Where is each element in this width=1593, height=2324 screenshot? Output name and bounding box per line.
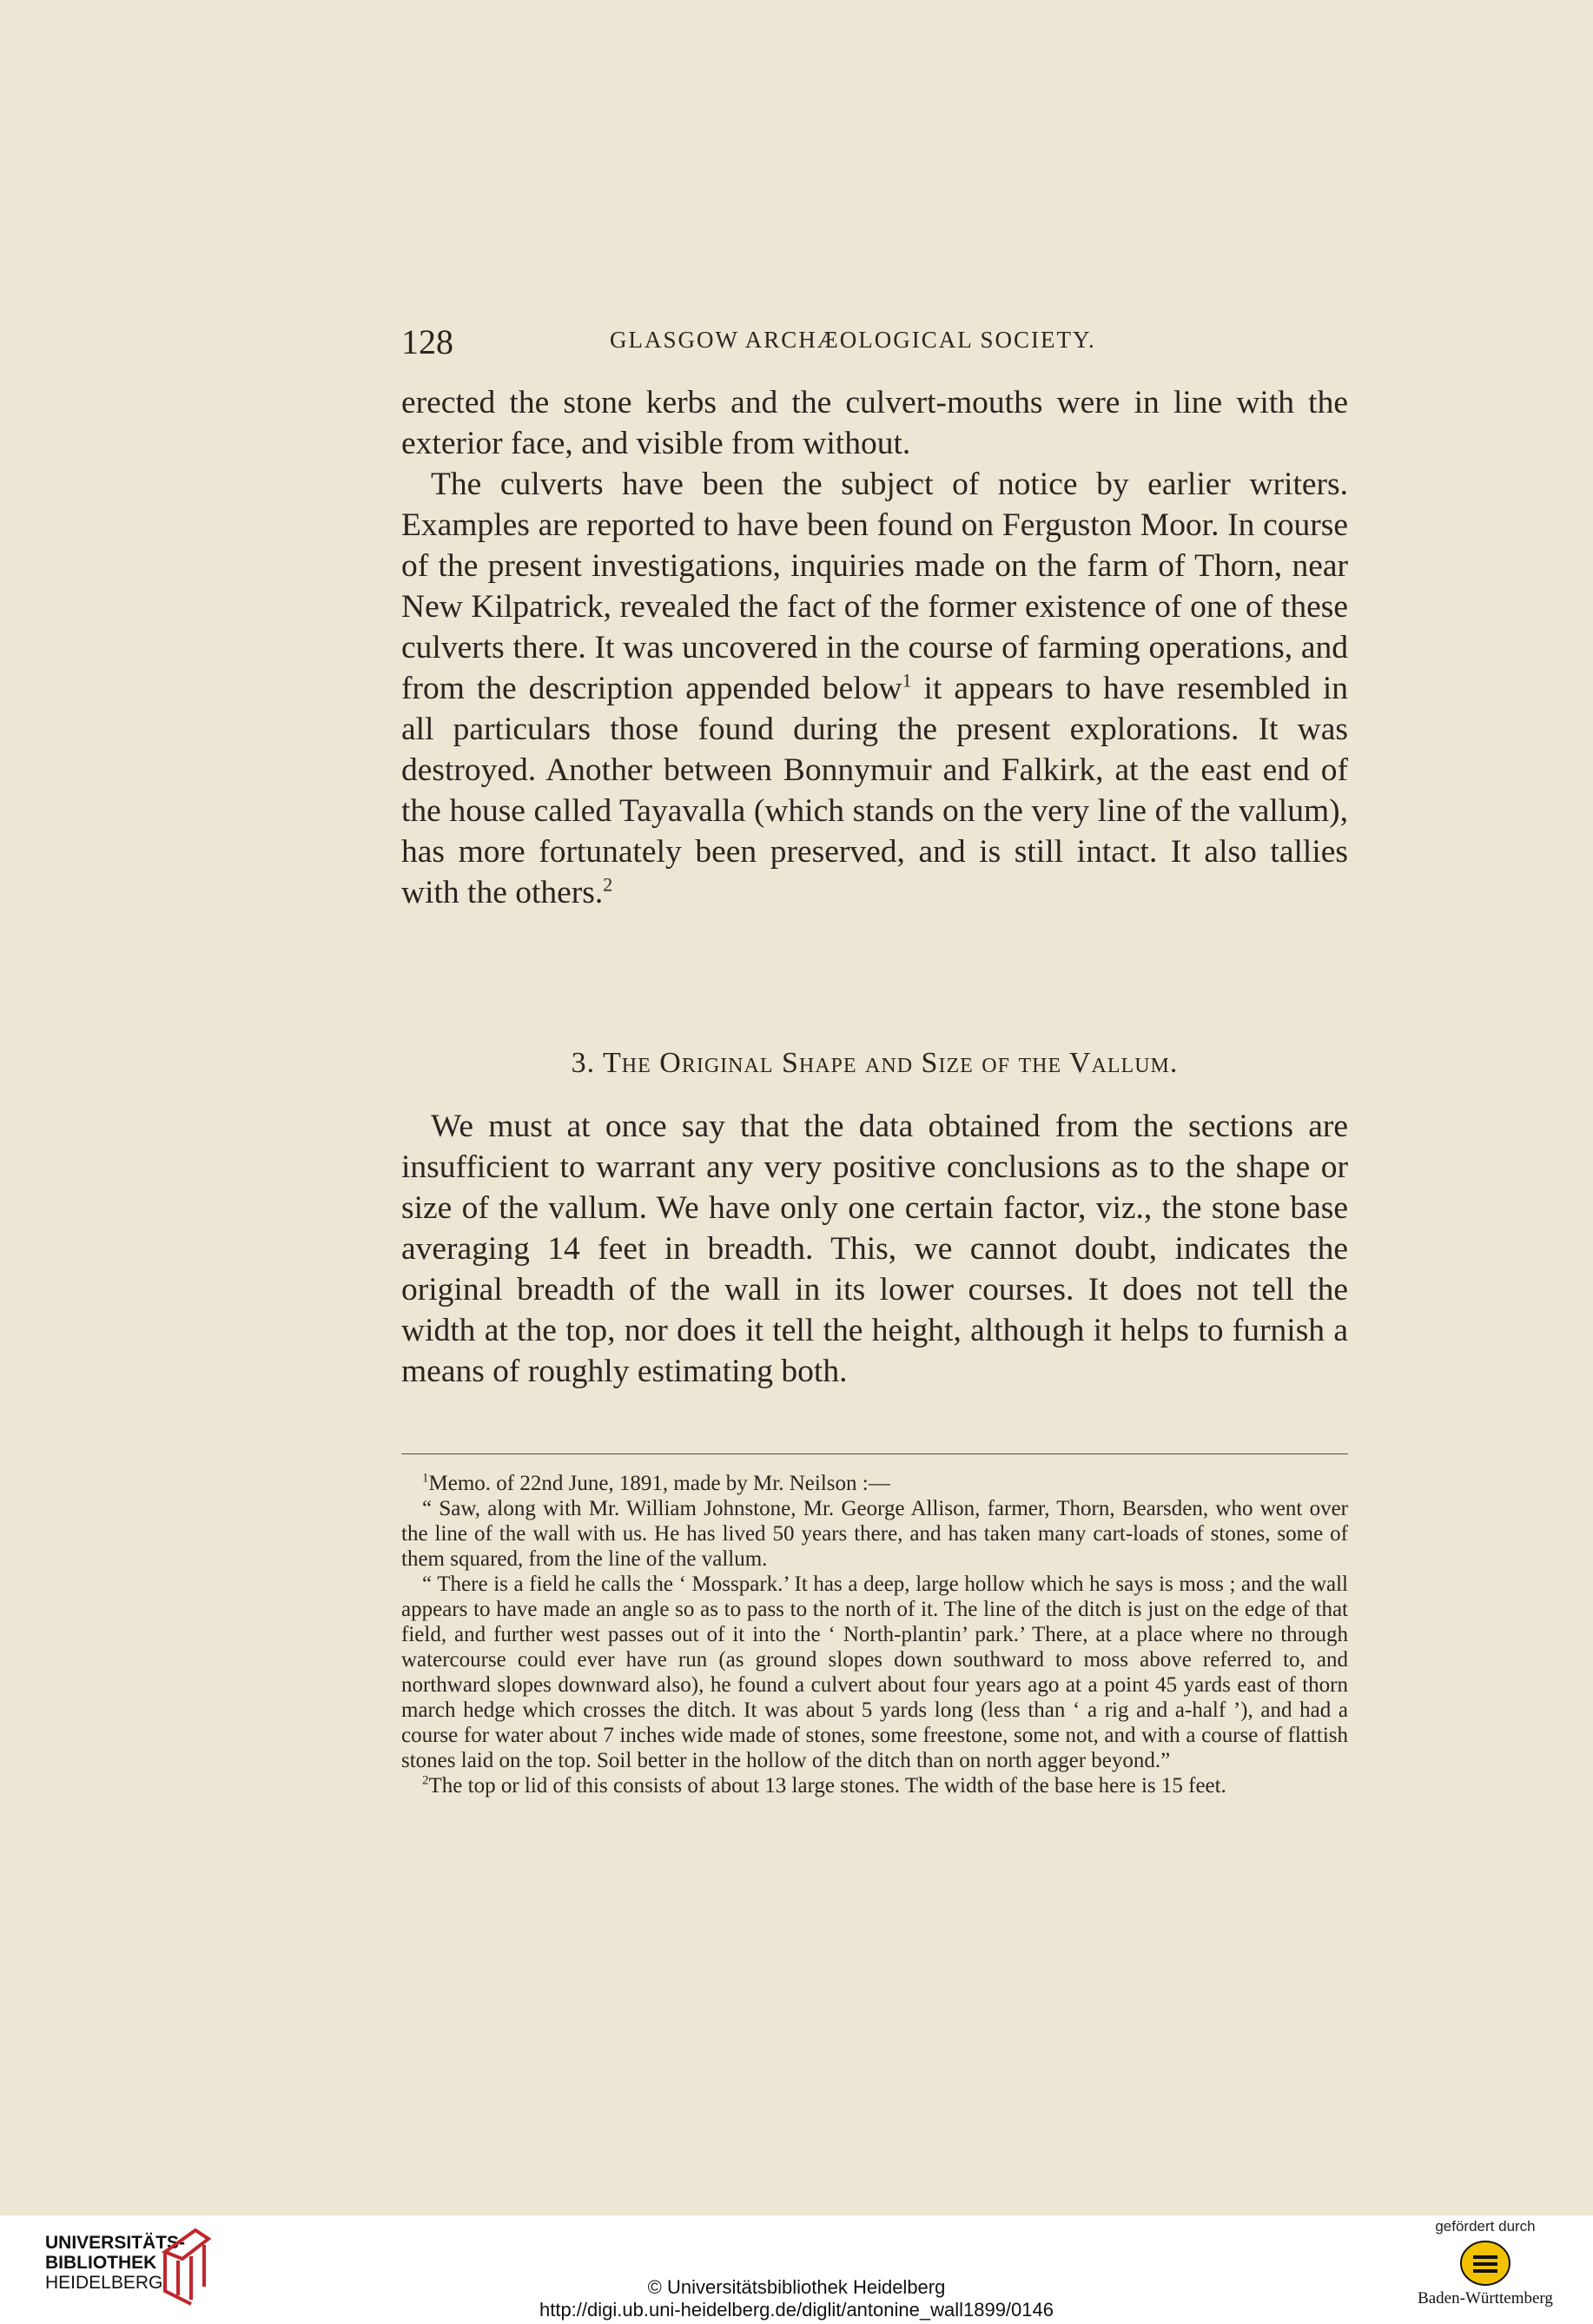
library-name-line: HEIDELBERG [45, 2273, 163, 2293]
library-name-line: UNIVERSITÄTS- [45, 2233, 186, 2253]
footnote-divider [401, 1453, 1348, 1454]
paragraph [401, 464, 1348, 913]
section-heading: 3. The Original Shape and Size of the Vallum. [571, 1047, 1179, 1079]
coat-of-arms-icon [1459, 2240, 1511, 2287]
body-text [401, 382, 1348, 913]
footnote [401, 1471, 1348, 1496]
paragraph: We must at once say that the data obtained from the sections are insufficient to warrant any very positive conclusions as to the shape or size of the vallum. We have only one certain factor, viz., the stone base averaging 14 feet in breadth. This, we cannot doubt, indicates the original breadth of the wall in its lower courses. It does not tell the width at the top, nor does it tell the height, although it helps to furnish a means of roughly estimating both. [401, 1109, 1348, 1389]
page-header [401, 321, 1348, 365]
paragraph-text: it appears to have resembled in all particulars those found during the present explorations. It was destroyed. Another between Bonnymuir and Falkirk, at the east end of the house called Tayavalla (which stands on the very line of the vallum), has more fortunately been preserved, and is still intact. It also tallies with the others. [401, 671, 1348, 910]
section-text [401, 1106, 1348, 1392]
library-name-line: BIBLIOTHEK [45, 2253, 157, 2273]
footnote-mark: 2 [422, 1773, 429, 1788]
copyright-text: © Universitätsbibliothek Heidelberg [647, 2276, 946, 2298]
footnotes [401, 1471, 1348, 1798]
permalink[interactable]: http://digi.ub.uni-heidelberg.de/diglit/antonine_wall1899/0146 [539, 2299, 1054, 2321]
footnote-text: Memo. of 22nd June, 1891, made by Mr. Neilson :— [428, 1472, 890, 1495]
funder-label: gefördert durch [1435, 2218, 1536, 2235]
footnote-quote: “ There is a field he calls the ‘ Mosspark.’ It has a deep, large hollow which he says is moss ; and the wall appears to have made an angle so as to pass to the north of it. The line of the ditch is just on the edge of that field, and further west passes out of it into the ‘ North-plantin’ park.’ There, at a place where no through watercourse could ever have run (as ground slopes down southward to moss above referred to, and northward slopes downward also), he found a culvert about four years ago at a point 45 yards east of thorn march hedge which crosses the ditch. It was about 5 yards long (less than ‘ a rig and a-half ’), and had a course for water about 7 inches wide made of stones, some freestone, some not, and with a course of flattish stones laid on the top. Soil better in the hollow of the ditch than on north agger beyond.” [401, 1573, 1348, 1772]
footnote-quote: “ Saw, along with Mr. William Johnstone, Mr. George Allison, farmer, Thorn, Bearsden, who went over the line of the wall with us. He has lived 50 years there, and has taken many cart-loads of stones, some of them squared, from the line of the vallum. [401, 1497, 1348, 1571]
copyright-notice [0, 2276, 1593, 2321]
funder-name: Baden-Württemberg [1418, 2289, 1553, 2307]
footnote-mark: 1 [422, 1471, 429, 1486]
running-head: GLASGOW ARCHÆOLOGICAL SOCIETY. [610, 327, 1096, 353]
page-number: 128 [401, 322, 453, 361]
footnote-ref: 2 [603, 873, 613, 896]
paragraph: erected the stone kerbs and the culvert-mouths were in line with the exterior face, and visible from without. [401, 385, 1348, 461]
footnote [401, 1773, 1348, 1798]
paragraph-text: The culverts have been the subject of notice by earlier writers. Examples are reported to have been found on Ferguston Moor. In course of the present investigations, inquiries made on the farm of Thorn, near New Kilpatrick, revealed the fact of the former existence of one of these culverts there. It was uncovered in the course of farming operations, and from the description appended below [401, 467, 1348, 706]
footnote-ref: 1 [902, 669, 912, 692]
footnote-text: The top or lid of this consists of about 13 large stones. The width of the base here is 15 feet. [428, 1774, 1226, 1798]
